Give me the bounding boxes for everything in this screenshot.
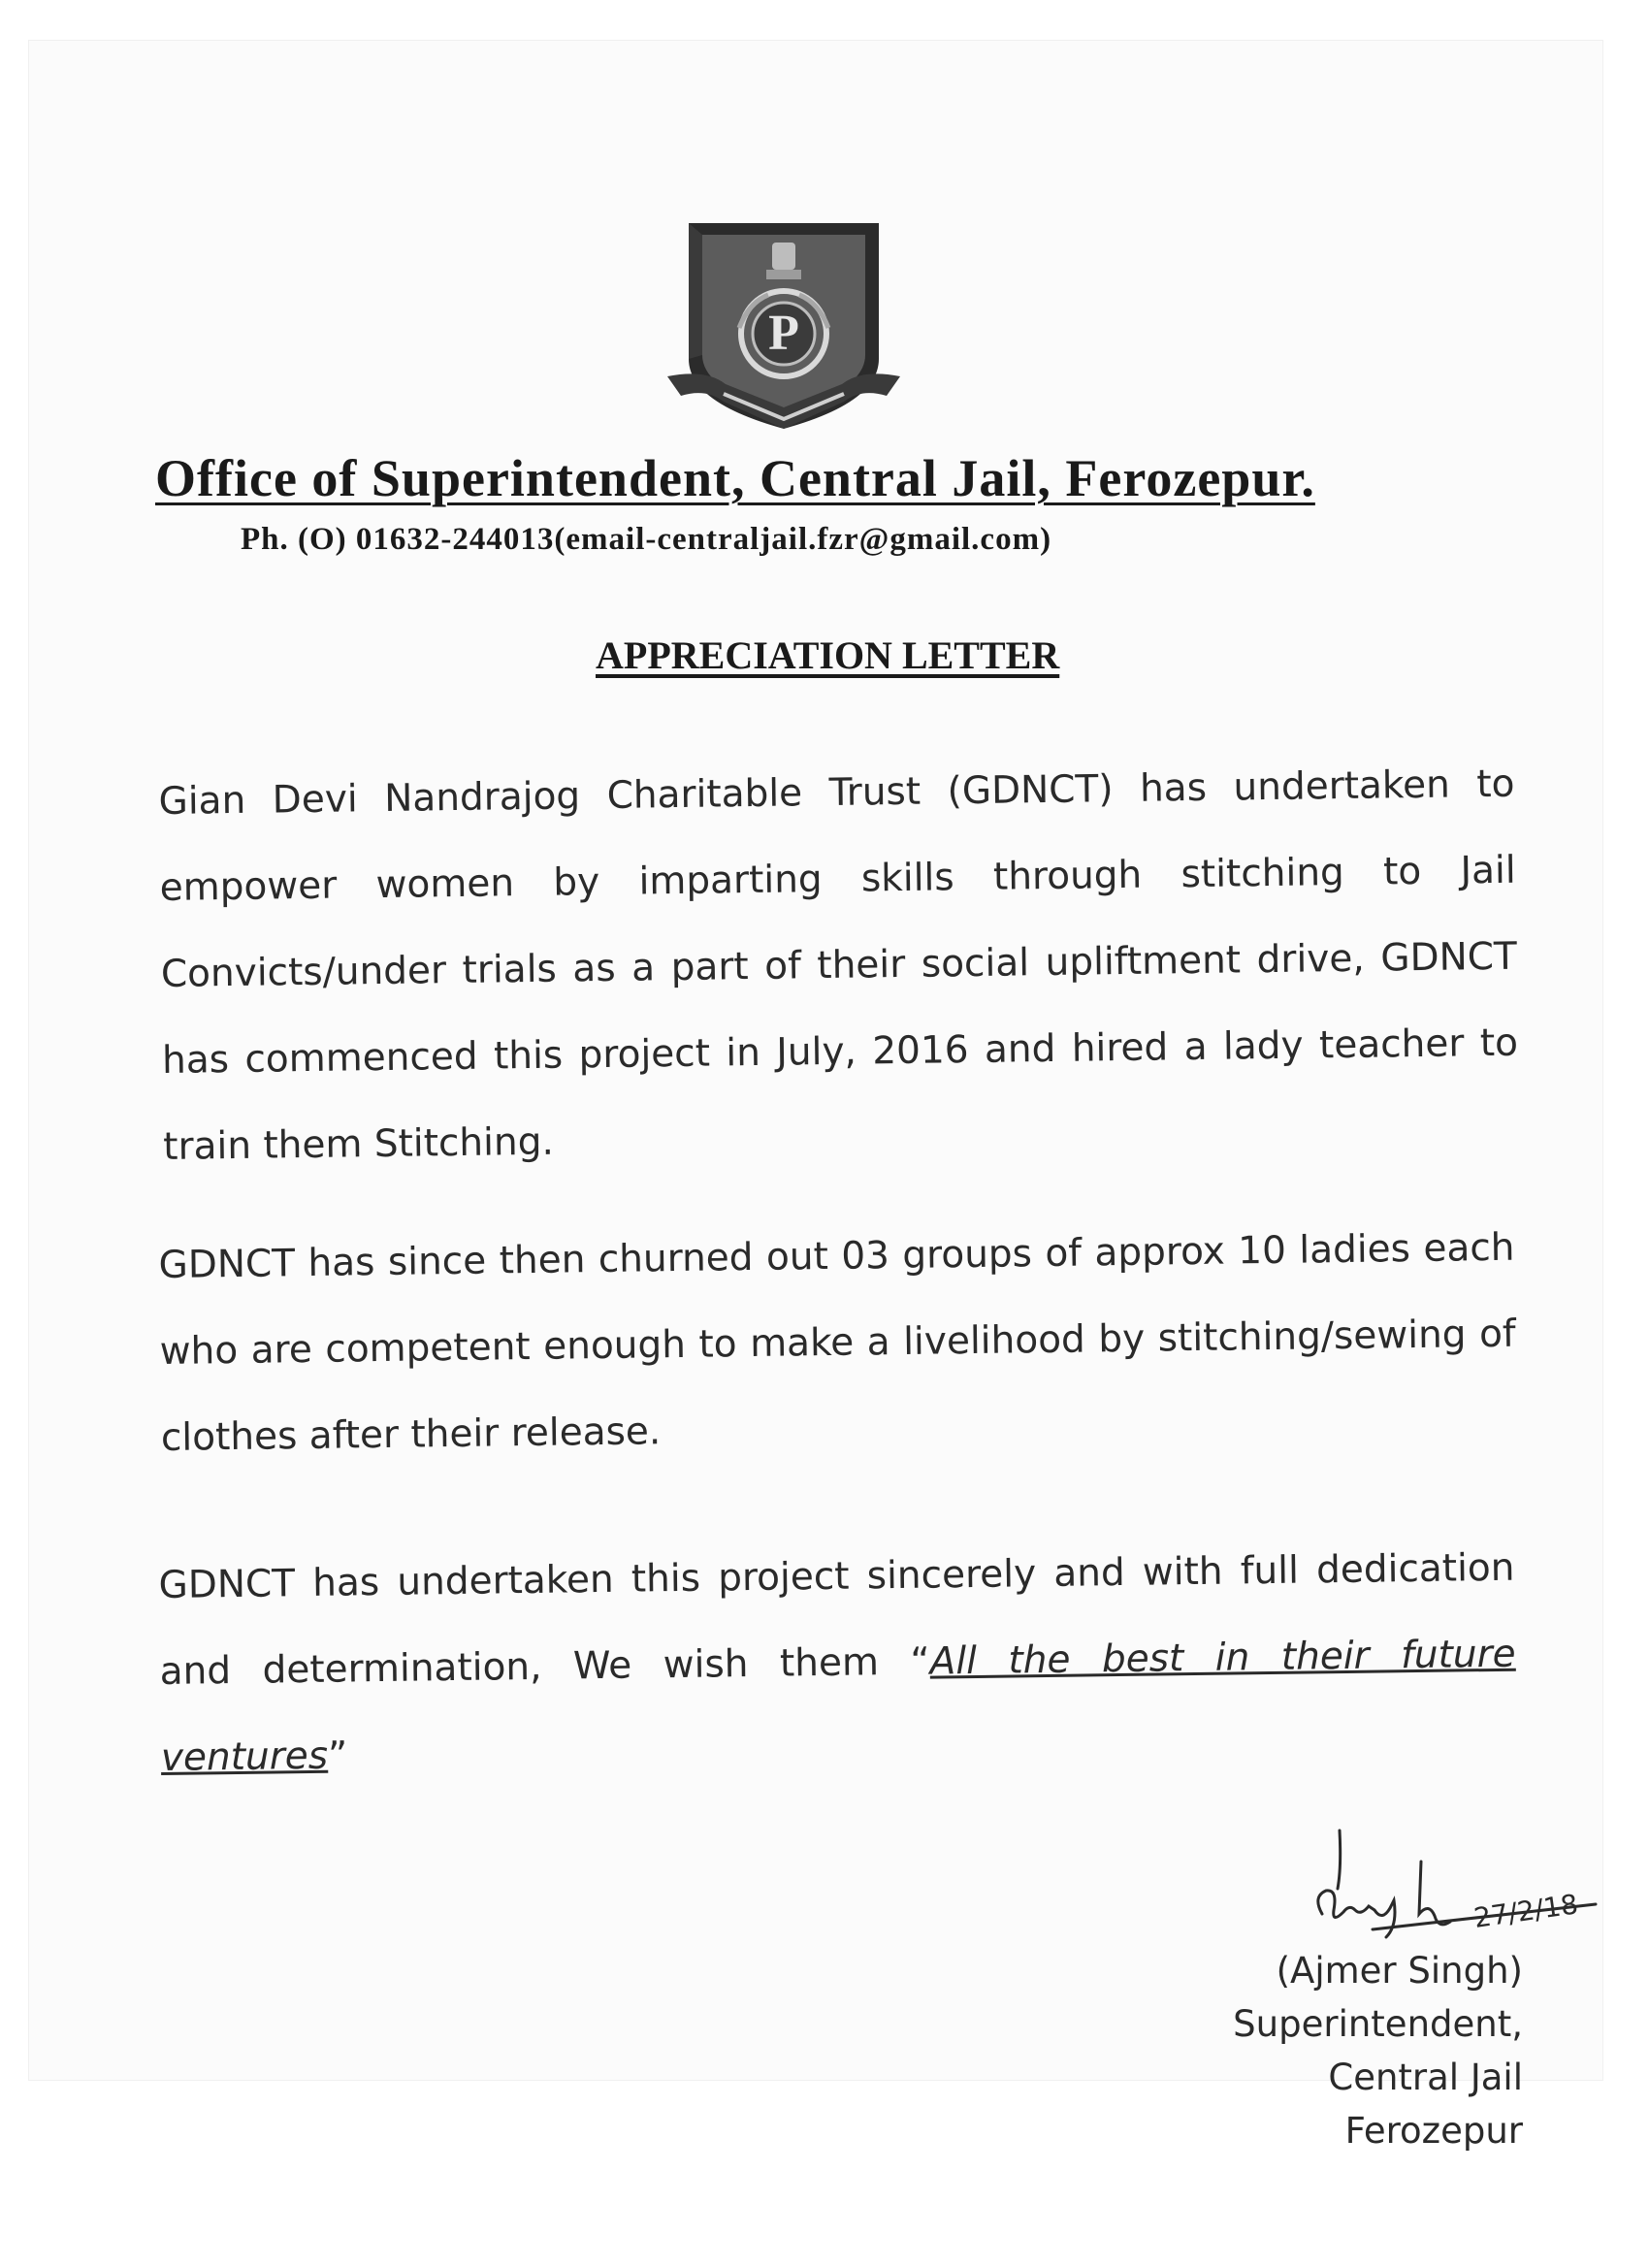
svg-text:27/2/18: 27/2/18: [1471, 1888, 1580, 1934]
signatory-name: (Ajmer Singh): [1276, 1950, 1523, 1992]
paragraph-3-lead: GDNCT has undertaken this project sincerely and with full dedication and determination, We wish them “: [158, 1545, 1515, 1694]
letter-paragraph-3: [158, 1525, 1517, 1801]
signatory-designation: Superintendent,: [1233, 2003, 1523, 2045]
svg-text:P: P: [768, 306, 799, 361]
best-wishes-phrase: All the best in their future ventures: [160, 1632, 1516, 1780]
letter-paragraph-1: Gian Devi Nandrajog Charitable Trust (GDNCT) has undertaken to empower women by imparting skills through stitching to Jail Convicts/under trials as a part of their social upliftment drive, GDNCT has commenced this project in July, 2016 and hired a lady teacher to train them Stitching.: [158, 761, 1519, 1169]
handwritten-signature: [1305, 1829, 1615, 1960]
office-contact: Ph. (O) 01632-244013(email-centraljail.fzr@gmail.com): [241, 522, 1052, 557]
paragraph-3-close: ”: [327, 1733, 348, 1778]
prison-department-emblem-icon: [667, 213, 900, 437]
letter-paragraph-2: GDNCT has since then churned out 03 groups of approx 10 ladies each who are competent enough to make a livelihood by stitching/sewing of clothes after their release.: [158, 1225, 1516, 1460]
office-title: Office of Superintendent, Central Jail, Ferozepur.: [155, 449, 1315, 507]
letter-heading: APPRECIATION LETTER: [596, 633, 1060, 677]
signatory-block: [1145, 1944, 1523, 2152]
signatory-office: Central Jail Ferozepur: [1328, 2057, 1523, 2152]
